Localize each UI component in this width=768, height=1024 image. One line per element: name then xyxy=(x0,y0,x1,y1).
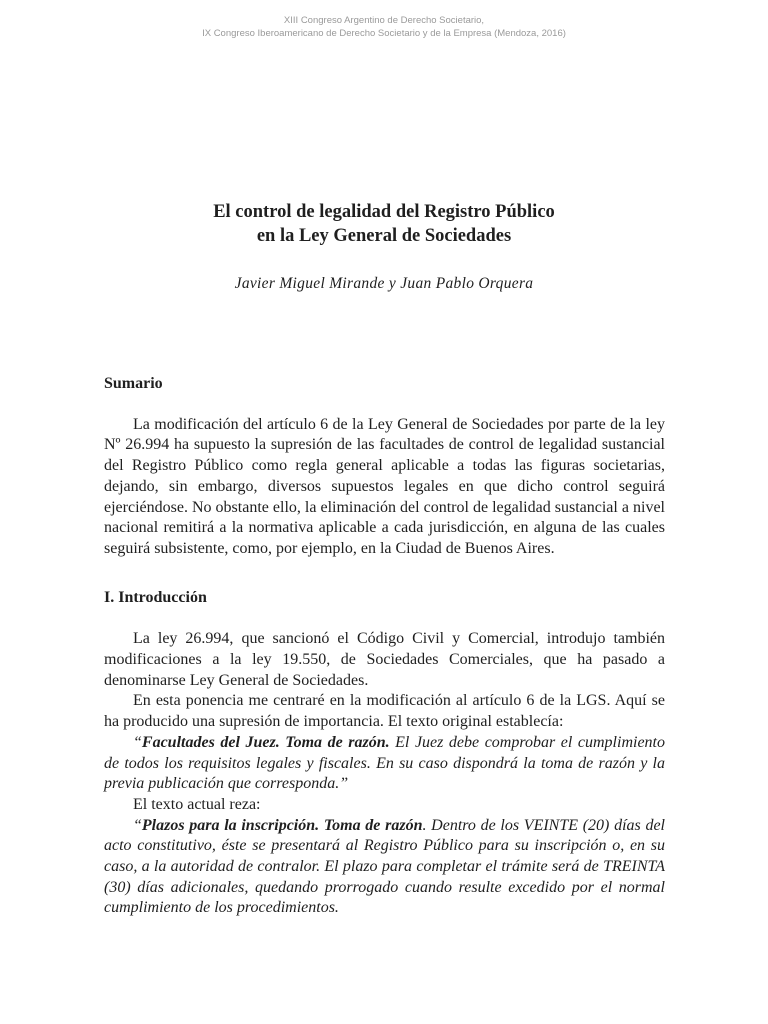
summary-paragraph: La modificación del artículo 6 de la Ley General de Sociedades por parte de la ley Nº 26.994 ha supuesto la supresión de las facultades de control de legalidad sustancial del Registro Público como regla general aplicable a todas las figuras societarias, dejando, sin embargo, diversos supuestos legales en que dicho control seguirá ejerciéndose. No obstante ello, la eliminación del control de legalidad sustancial a nivel nacional remitirá a la normativa aplicable a cada jurisdicción, en alguna de las cuales seguirá subsistente, como, por ejemplo, en la Ciudad de Buenos Aires. xyxy=(104,415,665,557)
current-text-quote xyxy=(104,816,665,920)
quote-bold-heading: Plazos para la inscripción. Toma de razón xyxy=(141,816,423,834)
introduction-heading: I. Introducción xyxy=(104,588,207,606)
quote-bold-heading: Facultades del Juez. Toma de razón. xyxy=(141,733,390,751)
quote-open-mark: “ xyxy=(133,733,142,751)
running-header-line-2: IX Congreso Iberoamericano de Derecho Societario y de la Empresa (Mendoza, 2016) xyxy=(202,28,566,39)
intro-paragraph-2: En esta ponencia me centraré en la modificación al artículo 6 de la LGS. Aquí se ha producido una supresión de importancia. El texto original establecía: xyxy=(104,692,665,731)
quote-body: . Dentro de los VEINTE (20) días del acto constitutivo, éste se presentará al Registro Público para su inscripción o, en su caso, a la autoridad de contralor. El plazo para completar el trámite será de TREINTA (30) días adicionales, quedando prorrogado cuando resulte excedido por el normal cumplimiento de los procedimientos. xyxy=(104,816,665,917)
paper-title-line-1: El control de legalidad del Registro Público xyxy=(213,202,555,222)
intro-paragraph-1: La ley 26.994, que sancionó el Código Civil y Comercial, introdujo también modificaciones a la ley 19.550, de Sociedades Comerciales, que ha pasado a denominarse Ley General de Sociedades. xyxy=(104,630,665,689)
intro-paragraph-3: El texto actual reza: xyxy=(133,795,261,813)
running-header xyxy=(0,14,768,40)
quote-open-mark: “ xyxy=(133,816,142,834)
paper-body xyxy=(104,374,665,919)
paper-title-line-2: en la Ley General de Sociedades xyxy=(256,226,512,246)
original-text-quote xyxy=(104,733,665,795)
paper-title xyxy=(0,200,768,248)
authors: Javier Miguel Mirande y Juan Pablo Orquera xyxy=(234,275,534,292)
quote-body: El Juez debe comprobar el cumplimiento de todos los requisitos legales y fiscales. En su caso dispondrá la toma de razón y la previa publicación que corresponda.” xyxy=(104,733,665,793)
running-header-line-1: XIII Congreso Argentino de Derecho Societario, xyxy=(283,15,485,26)
summary-heading: Sumario xyxy=(104,375,163,392)
